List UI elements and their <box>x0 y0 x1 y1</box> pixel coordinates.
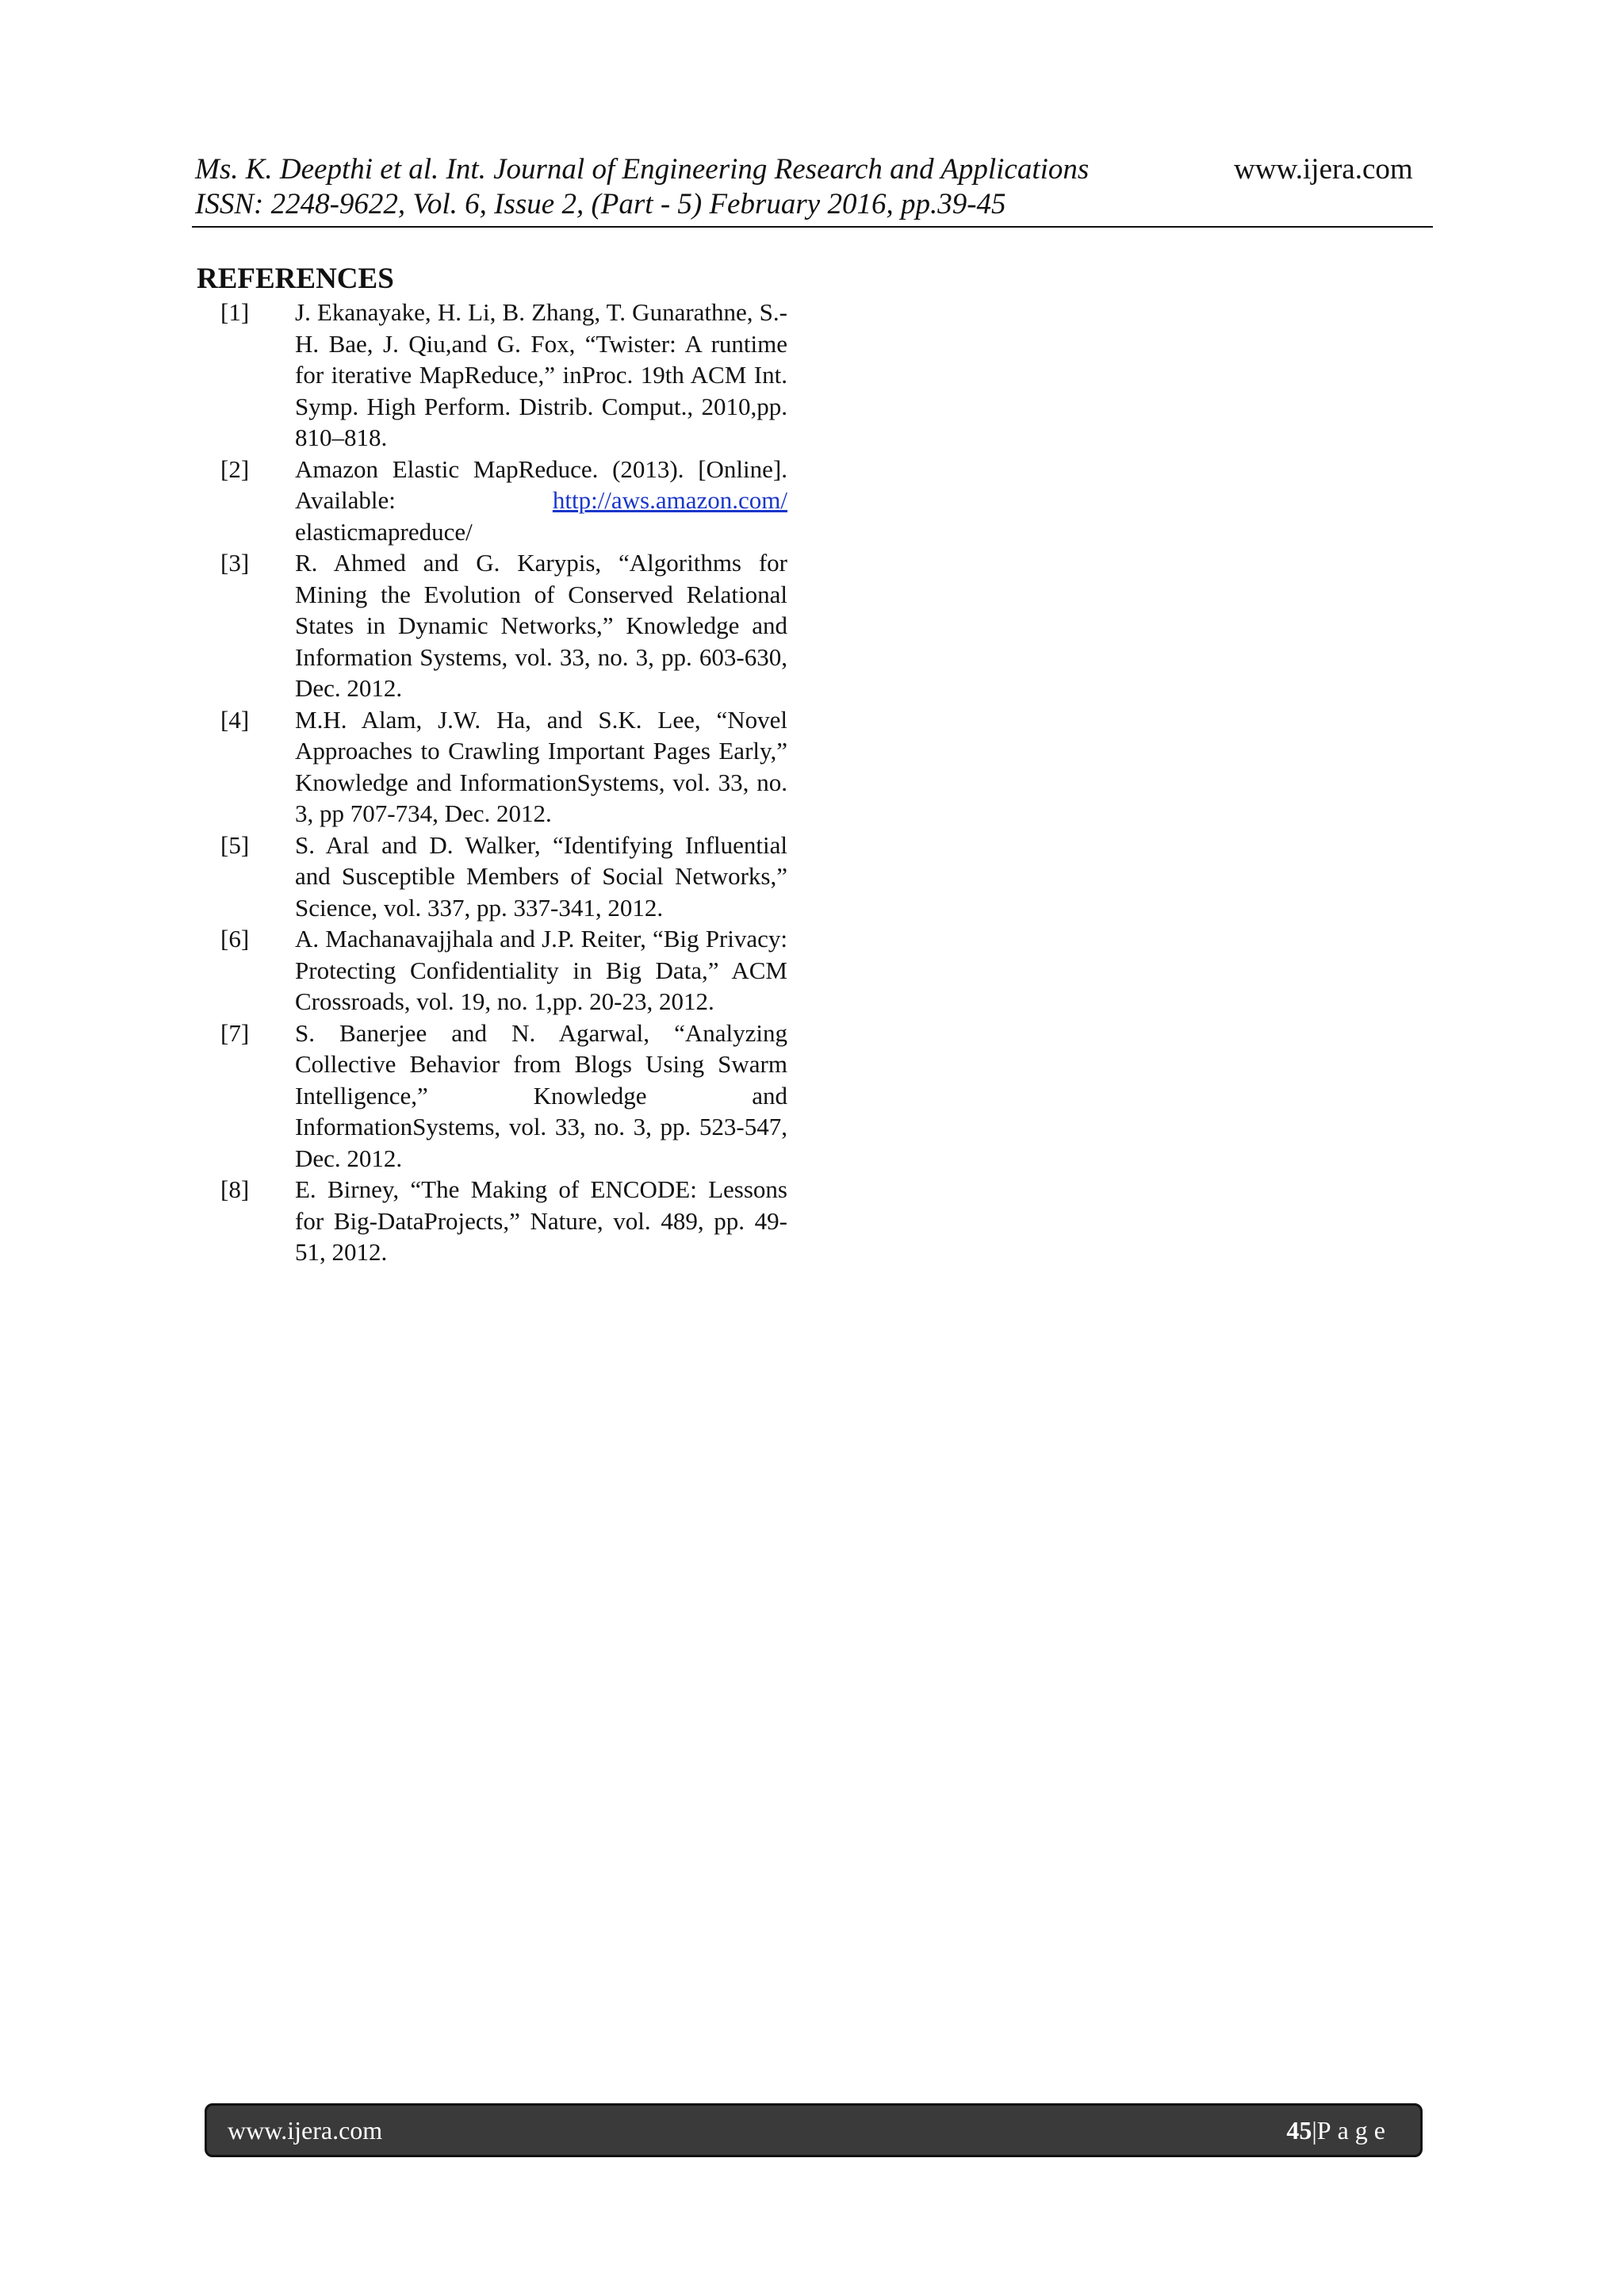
reference-text <box>295 454 787 548</box>
reference-text-after: elasticmapreduce/ <box>295 517 473 546</box>
page-footer <box>205 2103 1423 2157</box>
header-site: www.ijera.com <box>1234 153 1413 186</box>
reference-number: [3] <box>220 549 250 577</box>
header-journal-line: Ms. K. Deepthi et al. Int. Journal of Engineering Research and Applications <box>195 153 1090 186</box>
reference-item <box>197 830 787 924</box>
reference-number: [4] <box>220 705 250 734</box>
reference-text: S. Aral and D. Walker, “Identifying Influential and Susceptible Members of Social Networks,” Science, vol. 337, pp. 337-341, 2012. <box>295 830 787 922</box>
reference-item <box>197 923 787 1018</box>
reference-text-before: Amazon Elastic MapReduce. (2013). [Online]. Available: <box>295 454 787 514</box>
reference-text: J. Ekanayake, H. Li, B. Zhang, T. Gunarathne, S.-H. Bae, J. Qiu,and G. Fox, “Twister: A runtime for iterative MapReduce,” inProc. 19th ACM Int. Symp. High Perform. Distrib. Comput., 2010,pp. 810–818. <box>295 298 787 451</box>
reference-item <box>197 547 787 704</box>
reference-item <box>197 454 787 548</box>
reference-text: E. Birney, “The Making of ENCODE: Lessons for Big-DataProjects,” Nature, vol. 489, pp. 49-51, 2012. <box>295 1175 787 1266</box>
footer-page-label: Page <box>1316 2115 1392 2145</box>
reference-link[interactable]: http://aws.amazon.com/ <box>552 486 787 514</box>
references-list <box>197 297 787 1268</box>
header-rule <box>192 226 1433 228</box>
reference-item <box>197 1018 787 1175</box>
footer-separator: | <box>1312 2115 1317 2145</box>
reference-number: [6] <box>220 925 250 953</box>
running-header <box>195 152 1226 222</box>
reference-text: M.H. Alam, J.W. Ha, and S.K. Lee, “Novel Approaches to Crawling Important Pages Early,” Knowledge and InformationSystems, vol. 33, no. 3, pp 707-734, Dec. 2012. <box>295 705 787 827</box>
reference-number: [8] <box>220 1175 250 1203</box>
reference-text: A. Machanavajjhala and J.P. Reiter, “Big Privacy: Protecting Confidentiality in Big Data,” ACM Crossroads, vol. 19, no. 1,pp. 20-23, 2012. <box>295 925 787 1015</box>
footer-site: www.ijera.com <box>228 2115 383 2145</box>
reference-text: R. Ahmed and G. Karypis, “Algorithms for Mining the Evolution of Conserved Relational States in Dynamic Networks,” Knowledge and Information Systems, vol. 33, no. 3, pp. 603-630, Dec. 2012. <box>295 549 787 702</box>
reference-item <box>197 297 787 454</box>
footer-page-indicator <box>1286 2116 1392 2145</box>
references-heading: REFERENCES <box>197 263 394 295</box>
reference-number: [7] <box>220 1018 250 1047</box>
header-issn-line: ISSN: 2248-9622, Vol. 6, Issue 2, (Part - 5) February 2016, pp.39-45 <box>195 188 1006 220</box>
reference-item <box>197 704 787 830</box>
footer-page-number: 45 <box>1286 2115 1312 2145</box>
reference-text: S. Banerjee and N. Agarwal, “Analyzing Collective Behavior from Blogs Using Swarm Intelligence,” Knowledge and InformationSystems, vol. 33, no. 3, pp. 523-547, Dec. 2012. <box>295 1018 787 1172</box>
reference-number: [5] <box>220 830 250 859</box>
reference-number: [1] <box>220 298 250 326</box>
reference-number: [2] <box>220 454 250 483</box>
reference-item <box>197 1174 787 1268</box>
